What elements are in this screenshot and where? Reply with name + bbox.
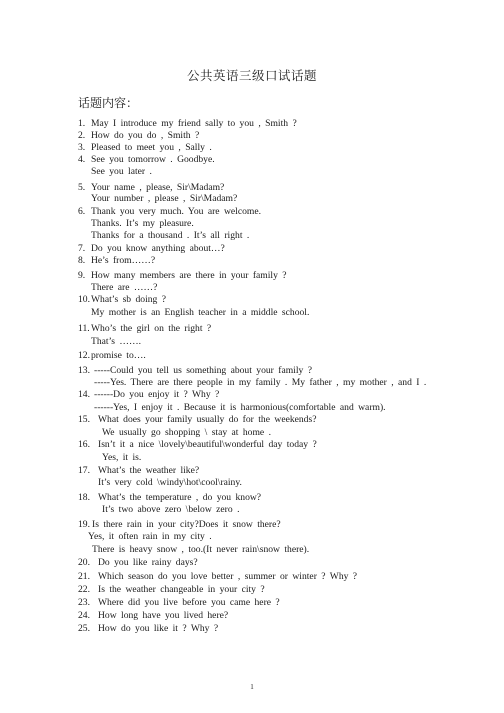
topic-question: Isn’t it a nice \lovely\beautiful\wonderful day today ?	[98, 439, 317, 450]
topic-response: Thanks for a thousand . It’s all right .	[91, 230, 250, 241]
topic-response: There is heavy snow , too.(It never rain\snow there).	[92, 544, 310, 555]
item-number: 25.	[78, 623, 90, 634]
topic-question: Pleased to meet you , Sally .	[91, 142, 212, 153]
item-number: 6.	[78, 206, 86, 217]
item-number: 9.	[78, 270, 86, 281]
item-number: 15.	[78, 414, 90, 425]
topic-question: ------Do you enjoy it ? Why ?	[94, 389, 220, 400]
page-title: 公共英语三级口试话题	[186, 69, 317, 83]
topic-question: Do you know anything about…?	[91, 243, 225, 254]
topic-response: My mother is an English teacher in a middle school.	[91, 307, 310, 318]
item-number: 21.	[78, 571, 90, 582]
item-number: 3.	[78, 142, 86, 153]
item-number: 10.	[78, 294, 90, 305]
item-number: 14.	[78, 389, 90, 400]
topic-response: There are ……?	[91, 282, 158, 293]
topic-response: -----Yes. There are there people in my family . My father , my mother , and I .	[94, 377, 427, 388]
item-number: 18.	[78, 492, 90, 503]
item-number: 19.	[78, 519, 90, 530]
topic-question: How many members are there in your family ?	[91, 270, 287, 281]
topic-question: Thank you very much. You are welcome.	[91, 206, 261, 217]
item-number: 4.	[78, 154, 86, 165]
topic-question: Is the weather changeable in your city ?	[98, 584, 265, 595]
topic-question: Do you like rainy days?	[98, 557, 198, 568]
topic-response: ------Yes, I enjoy it . Because it is harmonious(comfortable and warm).	[94, 402, 386, 413]
item-number: 5.	[78, 182, 86, 193]
topic-response: That’s …….	[91, 336, 141, 347]
topic-question: May I introduce my friend sally to you , Smith ?	[91, 118, 297, 129]
topic-response: We usually go shopping \ stay at home .	[102, 427, 271, 438]
item-number: 16.	[78, 439, 90, 450]
topic-question: Your name , please, Sir\Madam?	[91, 182, 225, 193]
topic-response: Your number , please , Sir\Madam?	[91, 193, 238, 204]
topic-response: It’s two above zero \below zero .	[102, 504, 240, 515]
topic-response: Thanks. It’s my pleasure.	[91, 218, 194, 229]
item-number: 1.	[78, 118, 86, 129]
topic-question: Which season do you love better , summer or winter ? Why ?	[98, 571, 358, 582]
topic-question: What does your family usually do for the weekends?	[98, 414, 317, 425]
topic-response: Yes, it often rain in my city .	[88, 531, 212, 542]
topic-question: promise to….	[91, 350, 146, 361]
topic-response: It’s very cold \windy\hot\cool\rainy.	[98, 477, 242, 488]
topic-question: What’s sb doing ?	[91, 294, 167, 305]
item-number: 2.	[78, 130, 86, 141]
topic-question: Where did you live before you came here ?	[98, 597, 280, 608]
item-number: 13.	[78, 365, 90, 376]
page-number: 1	[250, 683, 254, 691]
item-number: 11.	[78, 323, 90, 334]
topic-question: How do you like it ? Why ?	[98, 623, 219, 634]
section-heading: 话题内容：	[78, 96, 139, 110]
topic-question: How long have you lived here?	[98, 610, 229, 621]
item-number: 8.	[78, 255, 86, 266]
topic-question: He’s from……?	[91, 255, 156, 266]
item-number: 12.	[78, 350, 90, 361]
topic-question: -----Could you tell us something about your family ?	[94, 365, 312, 376]
topic-response: See you later .	[91, 166, 152, 177]
topic-question: What’s the weather like?	[98, 465, 200, 476]
item-number: 7.	[78, 243, 86, 254]
topic-question: Who’s the girl on the right ?	[91, 323, 212, 334]
item-number: 24.	[78, 610, 90, 621]
topic-question: What’s the temperature , do you know?	[98, 492, 262, 503]
topic-question: See you tomorrow . Goodbye.	[91, 154, 215, 165]
topic-question: Is there rain in your city?Does it snow there?	[92, 519, 281, 530]
item-number: 17.	[78, 465, 90, 476]
item-number: 20.	[78, 557, 90, 568]
item-number: 22.	[78, 584, 90, 595]
item-number: 23.	[78, 597, 90, 608]
topic-question: How do you do , Smith ?	[91, 130, 200, 141]
topic-response: Yes, it is.	[102, 452, 142, 463]
